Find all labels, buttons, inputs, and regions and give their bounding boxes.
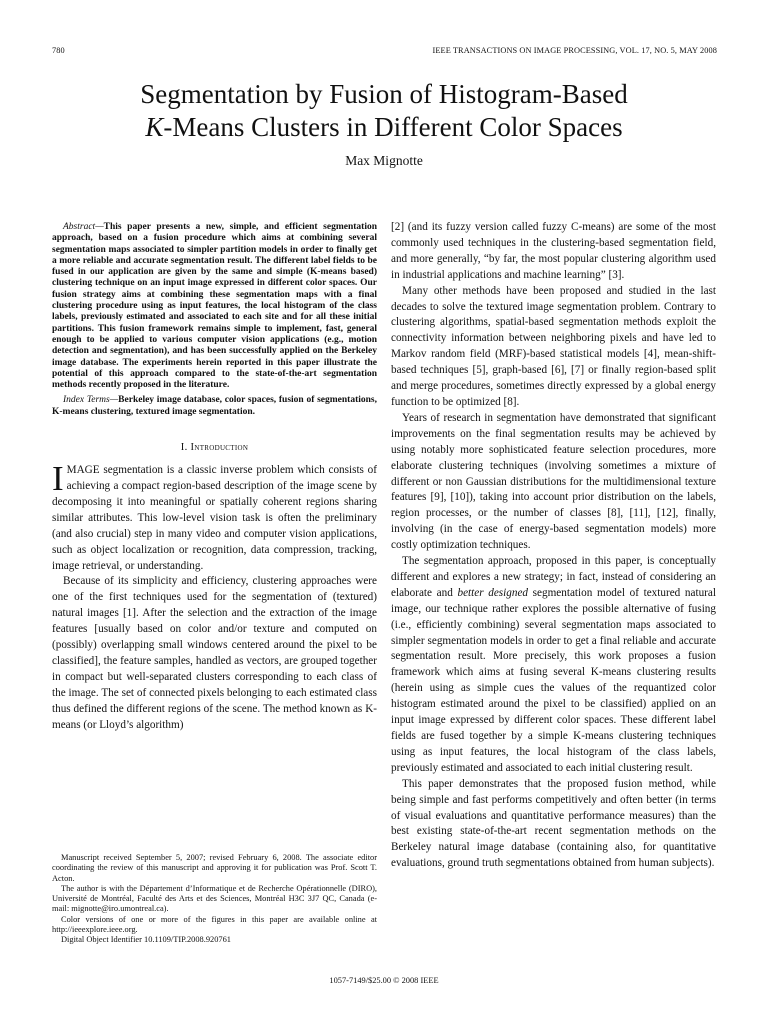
emphasis-better-designed: better designed xyxy=(457,586,529,599)
title-line-1: Segmentation by Fusion of Histogram-Based xyxy=(140,79,628,109)
index-terms-label: Index Terms— xyxy=(63,395,119,406)
section-name: Introduction xyxy=(190,442,249,454)
footnotes xyxy=(52,853,377,946)
author-name: Max Mignotte xyxy=(345,153,423,168)
footnote-color: Color versions of one or more of the figures in this paper are available online at http://ieeexplore.ieee.org. xyxy=(52,914,377,935)
footnote-manuscript: Manuscript received September 5, 2007; revised February 6, 2008. The associate editor coordinating the review of this manuscript and approving it for publication was Prof. Scott T. Acton. xyxy=(52,853,377,883)
right-paragraph-1: Many other methods have been proposed and studied in the last decades to solve the textured image segmentation problem. Contrary to clustering algorithms, spatial-based segmentation methods exploit the connectivity information between neighboring pixels and have led to Markov random field (MRF)-based statistical models [4], mean-shift-based techniques [5], graph-based [6], [7] or finally region-based split and merge procedures, sometimes directly expressed by a global energy function to be optimized [8]. xyxy=(391,284,716,408)
intro-paragraph-1 xyxy=(52,459,377,574)
page-number: 780 xyxy=(52,46,65,55)
intro-paragraph-2: Because of its simplicity and efficiency, clustering approaches were one of the first techniques used for the segmentation of (textured) natural images [1]. After the selection and the extraction of the image features [usually based on color and/or texture and computed on (possibly) overlapping small windows centered around the pixel to be classified], the feature samples, handled as vectors, are grouped together in compact but well-separated clusters corresponding to each class of the image. The set of connected pixels belonging to each estimated class thus defined the different regions of the scene. The method known as K-means (or Lloyd’s algorithm) xyxy=(52,575,377,731)
right-paragraph-3-a: The segmentation approach, proposed in this paper, is conceptually different and explores a new strategy; in fact, instead of considering an elaborate and xyxy=(391,555,716,599)
section-heading-introduction xyxy=(52,440,377,455)
intro-paragraph-1-text: segmentation is a classic inverse problem which consists of achieving a compact region-based description of the image scene by decomposing it into meaningful or spatially coherent regions sharing similar attributes. This low-level vision task is often the preliminary (and also crucial) step in many video and computer vision applications, such as object localization or recognition, data compression, tracking, image retrieval, or understanding. xyxy=(52,464,377,572)
intro-first-word: MAGE xyxy=(66,464,100,477)
index-terms-text: Berkeley image database, color spaces, fusion of segmentations, K-means clustering, textured image segmentation. xyxy=(52,395,377,417)
right-column xyxy=(391,220,716,872)
paper-title xyxy=(0,78,768,144)
title-k-symbol: K xyxy=(145,112,164,142)
copyright-line: 1057-7149/$25.00 © 2008 IEEE xyxy=(329,976,439,985)
left-column xyxy=(52,222,377,734)
footnote-author: The author is with the Département d’Informatique et de Recherche Opérationnelle (DIRO), Université de Montréal, Faculté des Arts et des Sciences, Montréal H3C 3J7 QC, Canada (e-mail: mignotte@iro.umontreal.ca). xyxy=(52,883,377,914)
section-number: I. xyxy=(180,442,191,454)
right-paragraph-4: This paper demonstrates that the proposed fusion method, while being simple and fast performs competitively and often better (in terms of visual evaluations and quantitative performance measures) than the best existing state-of-the-art recent segmentation methods on the Berkeley natural image database (containing also, for quantitative evaluations, ground truth segmentations obtained from human subjects). xyxy=(391,777,716,870)
drop-cap: I xyxy=(52,459,64,499)
title-line-2-rest: -Means Clusters in Different Color Spaces xyxy=(163,112,623,142)
right-paragraph-0: [2] (and its fuzzy version called fuzzy C-means) are some of the most commonly used techniques in the clustering-based segmentation field, and more generally, “by far, the most popular clustering algorithm used in industrial applications and machine learning” [3]. xyxy=(391,221,716,281)
index-terms xyxy=(52,395,377,418)
right-paragraph-3 xyxy=(391,554,716,777)
right-paragraph-3-b: segmentation model of textured natural image, our technique rather explores the possible alternative of fusing (i.e., efficiently combining) several segmentation maps associated to simpler segmentation models in order to get a final reliable and accurate segmentation result. More precisely, this work proposes a fusion framework which aims at fusing several K-means clustering results (herein using as simple cues the values of the requantized color histogram estimated around the pixel to be classified) applied on an input image expressed by different color spaces. These different label fields are fused together by a simple K-means clustering techniques using as input features, the local histogram of the class labels, previously estimated and associated to each initial clustering result. xyxy=(391,586,716,774)
abstract xyxy=(52,222,377,391)
abstract-text: This paper presents a new, simple, and efficient segmentation approach, based on a fusion procedure which aims at combining several segmentation maps associated to simpler partition models in order to finally get a more reliable and accurate segmentation result. The different label fields to be fused in our application are given by the same and simple (K-means based) clustering technique on an input image expressed in different color spaces. Our fusion strategy aims at combining these segmentation maps with a final clustering procedure using as input features, the local histogram of the class labels, previously estimated and associated to each site and for all these initial partitions. This fusion framework remains simple to implement, fast, general enough to be applied to various computer vision applications (e.g., motion detection and segmentation), and has been successfully applied on the Berkeley image database. The experiments herein reported in this paper illustrate the potential of this approach compared to the state-of-the-art segmentation methods recently proposed in the literature. xyxy=(52,222,377,391)
abstract-label: Abstract— xyxy=(63,222,104,232)
right-paragraph-2: Years of research in segmentation have demonstrated that significant improvements on the final segmentation results may be achieved by using notably more sophisticated feature selection procedures, more elaborate clustering techniques (involving sometimes a mixture of different or non Gaussian distributions for the multidimensional texture features [9], [10]), taking into account prior distribution on the labels, region processes, or the number of classes [8], [11], [12], finally, involving (in the case of energy-based segmentation models) more costly optimization techniques. xyxy=(391,411,716,552)
footnote-doi: Digital Object Identifier 10.1109/TIP.2008.920761 xyxy=(61,935,231,945)
title-line-2 xyxy=(0,111,768,144)
journal-header: IEEE TRANSACTIONS ON IMAGE PROCESSING, VOL. 17, NO. 5, MAY 2008 xyxy=(432,46,717,55)
